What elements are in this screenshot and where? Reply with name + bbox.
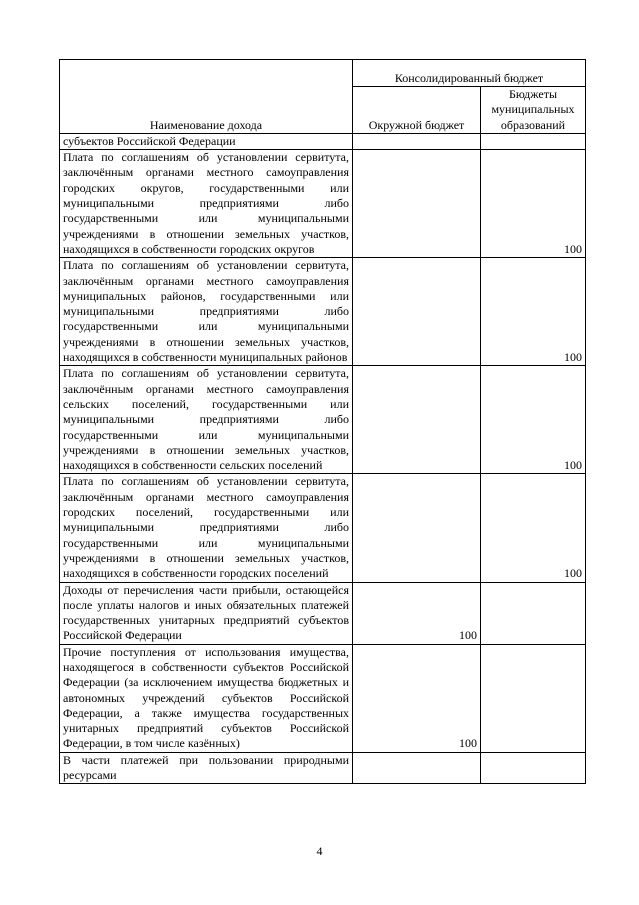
- row-district-value: [353, 752, 481, 784]
- row-name: Плата по соглашениям об установлении сервитута, заключённым органами местного самоуправления городских поселений, государственными или муниципальными предприятиями либо государственными или муниципальными учреждениями в отношении земельных участков, находящихся в собственности городских поселений: [60, 474, 353, 582]
- header-municipal-budgets: Бюджеты муниципальных образований: [481, 87, 586, 134]
- row-municipal-value: 100: [481, 474, 586, 582]
- row-district-value: [353, 258, 481, 366]
- row-name: субъектов Российской Федерации: [60, 133, 353, 149]
- revenue-distribution-table: [59, 59, 586, 784]
- row-name: Плата по соглашениям об установлении сервитута, заключённым органами местного самоуправления муниципальных районов, государственными или муниципальными предприятиями либо государственными или муниципальными учреждениями в отношении земельных участков, находящихся в собственности муниципальных районов: [60, 258, 353, 366]
- table-row: [60, 258, 586, 366]
- table-row: [60, 366, 586, 474]
- row-district-value: 100: [353, 582, 481, 644]
- row-name: Плата по соглашениям об установлении сервитута, заключённым органами местного самоуправления сельских поселений, государственными или муниципальными предприятиями либо государственными или муниципальными учреждениями в отношении земельных участков, находящихся в собственности сельских поселений: [60, 366, 353, 474]
- row-district-value: 100: [353, 644, 481, 752]
- row-municipal-value: 100: [481, 258, 586, 366]
- row-municipal-value: 100: [481, 150, 586, 258]
- row-municipal-value: 100: [481, 366, 586, 474]
- row-district-value: [353, 150, 481, 258]
- table-row: [60, 582, 586, 644]
- table-row: [60, 133, 586, 149]
- row-name: Доходы от перечисления части прибыли, остающейся после уплаты налогов и иных обязательных платежей государственных унитарных предприятий субъектов Российской Федерации: [60, 582, 353, 644]
- row-district-value: [353, 366, 481, 474]
- row-name: Плата по соглашениям об установлении сервитута, заключённым органами местного самоуправления городских округов, государственными или муниципальными предприятиями либо государственными или муниципальными учреждениями в отношении земельных участков, находящихся в собственности городских округов: [60, 150, 353, 258]
- row-district-value: [353, 133, 481, 149]
- row-municipal-value: [481, 582, 586, 644]
- page-number: 4: [316, 844, 323, 858]
- row-district-value: [353, 474, 481, 582]
- table-row: [60, 474, 586, 582]
- row-municipal-value: [481, 133, 586, 149]
- row-name: Прочие поступления от использования имущества, находящегося в собственности субъектов Российской Федерации (за исключением имущества бюджетных и автономных учреждений субъектов Российской Федерации, а также имущества государственных унитарных предприятий субъектов Российской Федерации, в том числе казённых): [60, 644, 353, 752]
- header-consolidated-budget: Консолидированный бюджет: [353, 60, 586, 87]
- header-district-budget: Окружной бюджет: [353, 87, 481, 134]
- table-header-row: [60, 60, 586, 87]
- table-row: [60, 644, 586, 752]
- section-heading: В части платежей при пользовании природными ресурсами: [60, 752, 353, 784]
- header-revenue-name: Наименование дохода: [60, 60, 353, 134]
- row-municipal-value: [481, 644, 586, 752]
- row-municipal-value: [481, 752, 586, 784]
- table-row: [60, 150, 586, 258]
- table-section-row: [60, 752, 586, 784]
